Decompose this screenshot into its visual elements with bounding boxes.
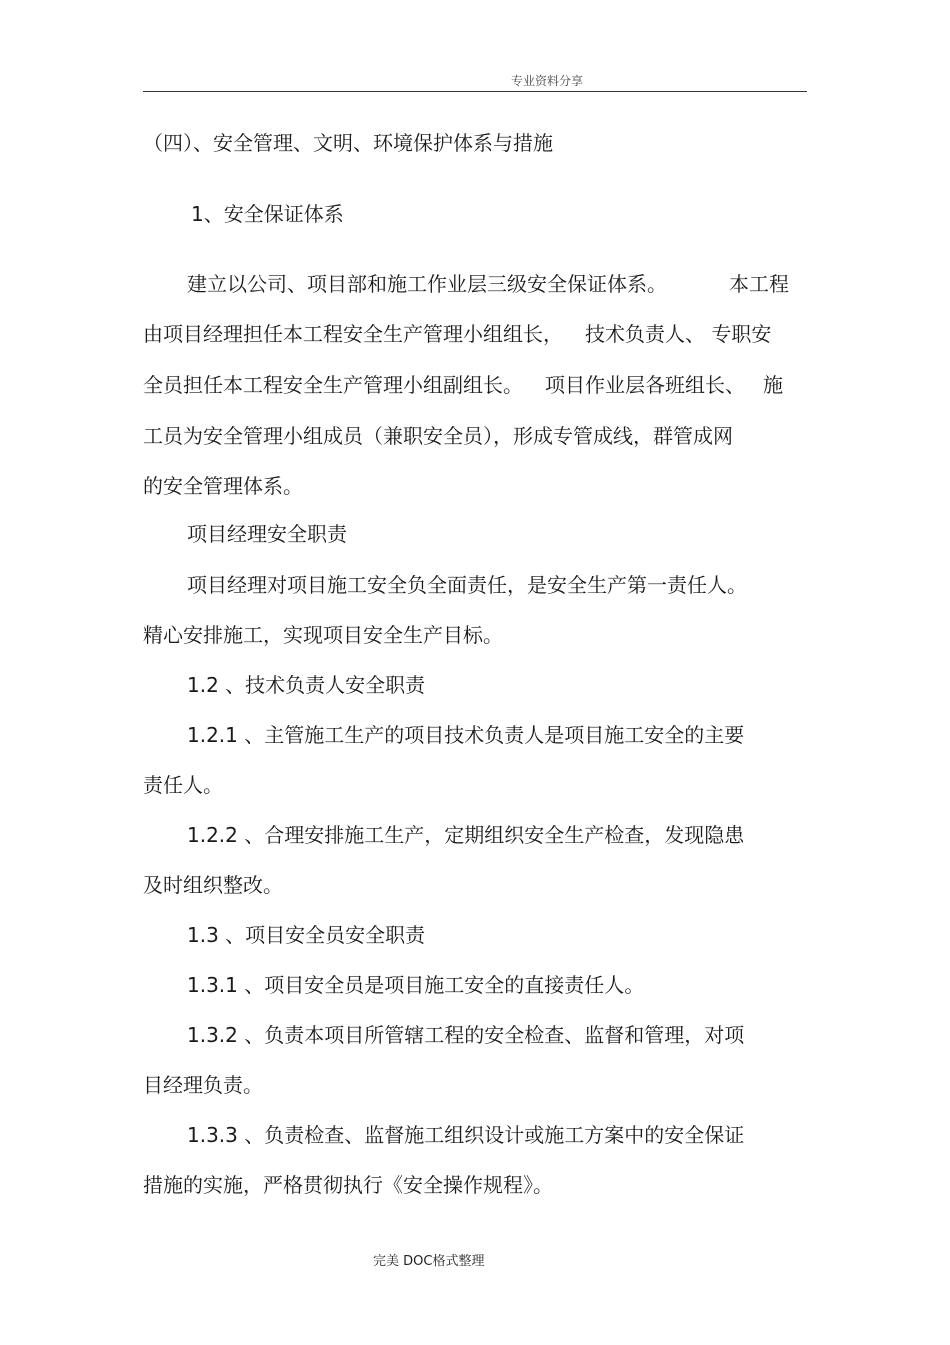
s131-line: 1.3.1 、项目安全员是项目施工安全的直接责任人。 — [187, 973, 645, 997]
paragraph-text: 由项目经理担任本工程安全生产管理小组组长， — [143, 322, 563, 346]
paragraph-text: 项目作业层各班组长、 — [545, 373, 745, 397]
paragraph-line: 工员为安全管理小组成员（兼职安全员），形成专管成线，群管成网 — [143, 424, 733, 448]
s133-line: 措施的实施，严格贯彻执行《安全操作规程》。 — [143, 1173, 553, 1197]
subsection-title: 1、安全保证体系 — [191, 202, 344, 226]
pm-line: 项目经理对项目施工安全负全面责任，是安全生产第一责任人。 — [187, 573, 747, 597]
page-header — [143, 64, 807, 92]
paragraph-text: 技术负责人、 专职安 — [585, 322, 772, 346]
paragraph-line: 的安全管理体系。 — [143, 474, 303, 498]
paragraph-text: 建立以公司、项目部和施工作业层三级安全保证体系。 — [187, 272, 667, 296]
paragraph-line — [143, 372, 783, 398]
paragraph-text: 全员担任本工程安全生产管理小组副组长。 — [143, 373, 523, 397]
s133-line: 1.3.3 、负责检查、监督施工组织设计或施工方案中的安全保证 — [187, 1123, 745, 1147]
s12-title: 1.2 、技术负责人安全职责 — [187, 673, 426, 697]
pm-title: 项目经理安全职责 — [187, 522, 347, 546]
pm-line: 精心安排施工，实现项目安全生产目标。 — [143, 623, 503, 647]
section-title: （四）、安全管理、文明、环境保护体系与措施 — [143, 131, 553, 155]
page-footer: 完美 DOC格式整理 — [373, 1254, 485, 1269]
s121-line: 责任人。 — [143, 773, 223, 797]
s132-line: 1.3.2 、负责本项目所管辖工程的安全检查、监督和管理，对项 — [187, 1023, 745, 1047]
paragraph-text: 施 — [763, 373, 783, 397]
s122-line: 及时组织整改。 — [143, 873, 283, 897]
s13-title: 1.3 、项目安全员安全职责 — [187, 923, 426, 947]
paragraph-line — [187, 271, 789, 297]
s122-line: 1.2.2 、合理安排施工生产，定期组织安全生产检查，发现隐患 — [187, 823, 745, 847]
header-text: 专业资料分享 — [511, 74, 584, 88]
s132-line: 目经理负责。 — [143, 1073, 263, 1097]
s121-line: 1.2.1 、主管施工生产的项目技术负责人是项目施工安全的主要 — [187, 723, 745, 747]
paragraph-text: 本工程 — [729, 272, 789, 296]
paragraph-line — [143, 321, 771, 347]
